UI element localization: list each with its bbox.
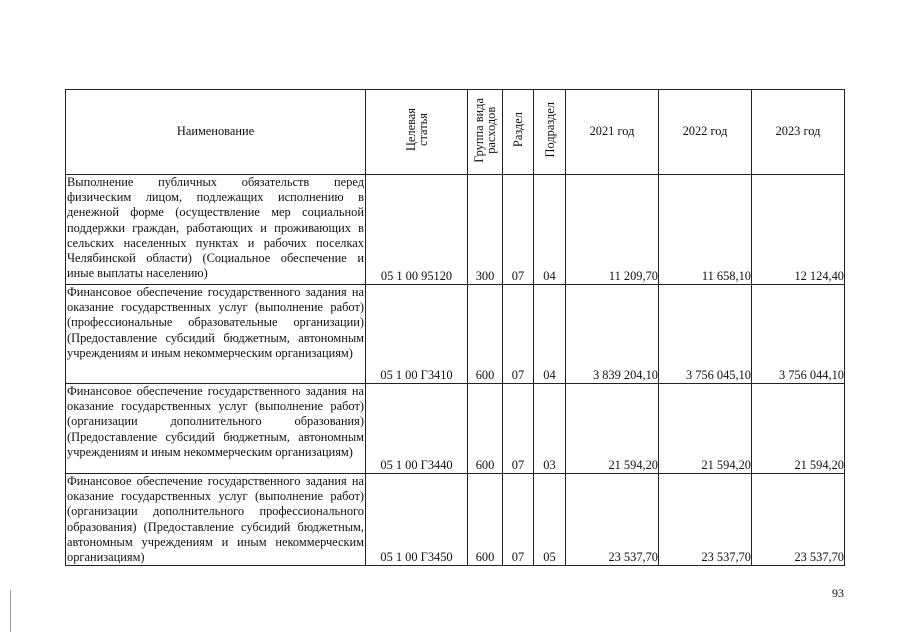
row-2021: 21 594,20 — [566, 384, 659, 474]
table-row — [66, 384, 845, 474]
row-2022: 3 756 045,10 — [659, 285, 752, 384]
row-subsection: 04 — [534, 285, 566, 384]
row-2023: 12 124,40 — [752, 175, 845, 285]
row-expense-group: 300 — [468, 175, 503, 285]
row-target-article: 05 1 00 Г3410 — [366, 285, 468, 384]
row-section: 07 — [503, 285, 534, 384]
header-section: Раздел — [503, 90, 534, 175]
row-name: Выполнение публичных обязательств перед физическим лицом, подлежащих исполнению в денежной форме (осуществление мер социальной поддержки граждан, работающих и проживающих в сельских населенных пунктах и рабочих поселках Челябинской области) (Социальное обеспечение и иные выплаты населению) — [66, 175, 366, 285]
row-target-article: 05 1 00 Г3450 — [366, 474, 468, 566]
header-row — [66, 90, 845, 175]
row-expense-group: 600 — [468, 384, 503, 474]
table-row — [66, 175, 845, 285]
row-2021: 23 537,70 — [566, 474, 659, 566]
row-section: 07 — [503, 384, 534, 474]
row-2022: 23 537,70 — [659, 474, 752, 566]
row-subsection: 05 — [534, 474, 566, 566]
header-2022: 2022 год — [659, 90, 752, 175]
row-section: 07 — [503, 474, 534, 566]
row-2022: 11 658,10 — [659, 175, 752, 285]
table-row — [66, 474, 845, 566]
header-expense-group: Группа вида расходов — [468, 90, 503, 175]
row-2021: 11 209,70 — [566, 175, 659, 285]
row-2022: 21 594,20 — [659, 384, 752, 474]
row-name: Финансовое обеспечение государственного задания на оказание государственных услуг (выполнение работ) (организации дополнительного профессионального образования) (Предоставление субсидий бюджетным, автономным учреждениям и иным некоммерческим организациям) — [67, 474, 364, 565]
row-name: Финансовое обеспечение государственного задания на оказание государственных услуг (выполнение работ) (профессиональные образовательные организации) (Предоставление субсидий бюджетным, автономным учреждениям и иным некоммерческим организациям) — [66, 285, 366, 384]
budget-table — [65, 89, 845, 566]
header-name: Наименование — [66, 90, 366, 175]
row-target-article: 05 1 00 Г3440 — [366, 384, 468, 474]
row-section: 07 — [503, 175, 534, 285]
row-target-article: 05 1 00 95120 — [366, 175, 468, 285]
row-2023: 3 756 044,10 — [752, 285, 845, 384]
row-2023: 23 537,70 — [752, 474, 845, 566]
table-row — [66, 285, 845, 384]
row-expense-group: 600 — [468, 474, 503, 566]
header-2023: 2023 год — [752, 90, 845, 175]
scan-edge-mark — [10, 590, 11, 632]
row-name: Финансовое обеспечение государственного задания на оказание государственных услуг (выполнение работ) (организации дополнительного образования) (Предоставление субсидий бюджетным, автономным учреждениям и иным некоммерческим организациям) — [66, 384, 366, 474]
header-target-article: Целевая статья — [366, 90, 468, 175]
row-expense-group: 600 — [468, 285, 503, 384]
header-subsection: Подраздел — [534, 90, 566, 175]
row-2023: 21 594,20 — [752, 384, 845, 474]
row-subsection: 03 — [534, 384, 566, 474]
row-2021: 3 839 204,10 — [566, 285, 659, 384]
header-2021: 2021 год — [566, 90, 659, 175]
page-number: 93 — [832, 586, 844, 600]
row-subsection: 04 — [534, 175, 566, 285]
